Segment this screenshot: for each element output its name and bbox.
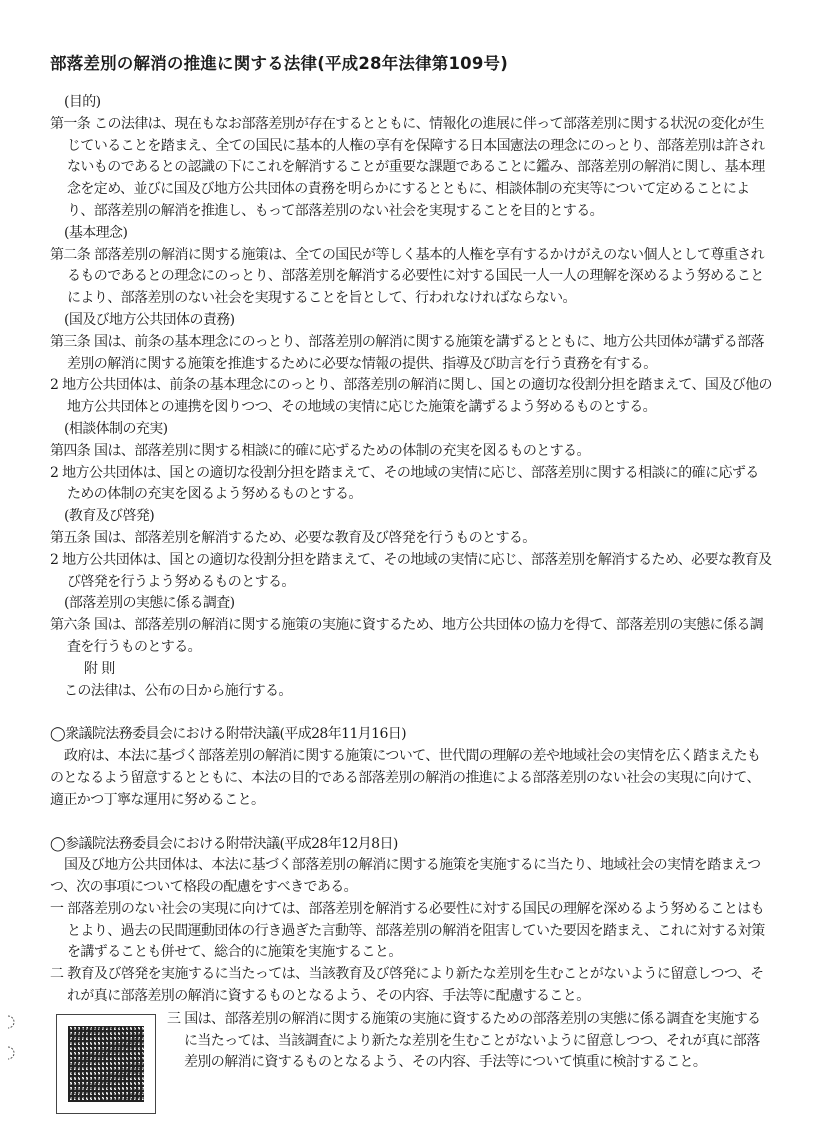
article-heading-education: (教育及び啓発) xyxy=(64,508,155,525)
article-heading-survey: (部落差別の実態に係る調査) xyxy=(64,595,235,612)
house-of-representatives-resolution-text: 政府は、本法に基づく部落差別の解消に関する施策について、世代間の理解の差や地域社会の実情を広く踏まえたものとなるよう留意するとともに、本法の目的である部落差別の解消の推進による部落差別のない社会の実現に向けて、適正かつ丁寧な運用に努めること。 xyxy=(50,748,761,808)
document-title: 部落差別の解消の推進に関する法律(平成28年法律第109号) xyxy=(50,54,508,73)
qr-code-icon xyxy=(68,1026,144,1102)
house-of-councillors-resolution-heading: ◯参議院法務委員会における附帯決議(平成28年12月8日) xyxy=(50,835,398,852)
qr-code-frame xyxy=(56,1014,156,1114)
article-5-paragraph-2: 2 地方公共団体は、国との適切な役割分担を踏まえて、その地域の実情に応じ、部落差別を解消するため、必要な教育及び啓発を行うよう努めるものとする。 xyxy=(50,551,772,590)
article-4: 第四条 国は、部落差別に関する相談に的確に応ずるための体制の充実を図るものとする。 xyxy=(50,442,590,459)
resolution-item-3-row xyxy=(50,1009,772,1114)
law-body xyxy=(50,92,772,1114)
supplementary-text: この法律は、公布の日から施行する。 xyxy=(64,682,292,699)
article-heading-purpose: (目的) xyxy=(64,94,101,110)
article-heading-consultation: (相談体制の充実) xyxy=(64,420,168,437)
article-5: 第五条 国は、部落差別を解消するため、必要な教育及び啓発を行うものとする。 xyxy=(50,529,536,546)
house-of-representatives-resolution-heading: ◯衆議院法務委員会における附帯決議(平成28年11月16日) xyxy=(50,726,407,743)
article-heading-responsibilities: (国及び地方公共団体の責務) xyxy=(64,311,235,328)
article-4-paragraph-2: 2 地方公共団体は、国との適切な役割分担を踏まえて、その地域の実情に応じ、部落差別に関する相談に的確に応ずるための体制の充実を図るよう努めるものとする。 xyxy=(50,464,759,503)
binder-punch-hole-icon xyxy=(6,1015,20,1029)
article-2: 第二条 部落差別の解消に関する施策は、全ての国民が等しく基本的人権を享有するかけがえのない個人として尊重されるものであるとの理念にのっとり、部落差別を解消する必要性に対する国民一人一人の理解を深めるよう努めることにより、部落差別のない社会を実現することを旨として、行われなければならない。 xyxy=(50,246,765,307)
article-3: 第三条 国は、前条の基本理念にのっとり、部落差別の解消に関する施策を講ずるとともに、地方公共団体が講ずる部落差別の解消に関する施策を推進するために必要な情報の提供、指導及び助言を行う責務を有する。 xyxy=(50,333,764,372)
resolution-item-2: 二 教育及び啓発を実施するに当たっては、当該教育及び啓発により新たな差別を生むことがないように留意しつつ、それが真に部落差別の解消に資するものとなるよう、その内容、手法等に配慮すること。 xyxy=(50,966,764,1005)
article-6: 第六条 国は、部落差別の解消に関する施策の実施に資するため、地方公共団体の協力を得て、部落差別の実態に係る調査を行うものとする。 xyxy=(50,617,764,655)
article-1: 第一条 この法律は、現在もなお部落差別が存在するとともに、情報化の進展に伴って部落差別に関する状況の変化が生じていることを踏まえ、全ての国民に基本的人権の享有を保障する日本国憲法の理念にのっとり、部落差別は許されないものであるとの認識の下にこれを解消することが重要な課題であることに鑑み、部落差別の解消に関し、基本理念を定め、並びに国及び地方公共団体の責務を明らかにするとともに、相談体制の充実等について定めることにより、部落差別の解消を推進し、もって部落差別のない社会を実現することを目的とする。 xyxy=(50,115,765,219)
article-heading-basic-principle: (基本理念) xyxy=(64,224,128,241)
house-of-councillors-resolution-text: 国及び地方公共団体は、本法に基づく部落差別の解消に関する施策を実施するに当たり、地域社会の実情を踏まえつつ、次の事項について格段の配慮をすべきである。 xyxy=(50,857,761,896)
article-3-paragraph-2: 2 地方公共団体は、前条の基本理念にのっとり、部落差別の解消に関し、国との適切な役割分担を踏まえて、国及び他の地方公共団体との連携を図りつつ、その地域の実情に応じた施策を講ずるよう努めるものとする。 xyxy=(50,377,772,416)
binder-punch-hole-icon xyxy=(6,1046,20,1060)
resolution-item-3: 三 国は、部落差別の解消に関する施策の実施に資するための部落差別の実態に係る調査を実施するに当たっては、当該調査により新たな差別を生むことがないように留意しつつ、それが真に部落差別の解消に資するものとなるよう、その内容、手法等について慎重に検討すること。 xyxy=(167,1010,761,1071)
supplementary-heading: 附 則 xyxy=(84,660,115,677)
resolution-item-1: 一 部落差別のない社会の実現に向けては、部落差別を解消する必要性に対する国民の理解を深めるよう努めることはもとより、過去の民間運動団体の行き過ぎた言動等、部落差別の解消を阻害していた要因を踏まえ、これに対する対策を講ずることも併せて、総合的に施策を実施すること。 xyxy=(50,900,765,961)
